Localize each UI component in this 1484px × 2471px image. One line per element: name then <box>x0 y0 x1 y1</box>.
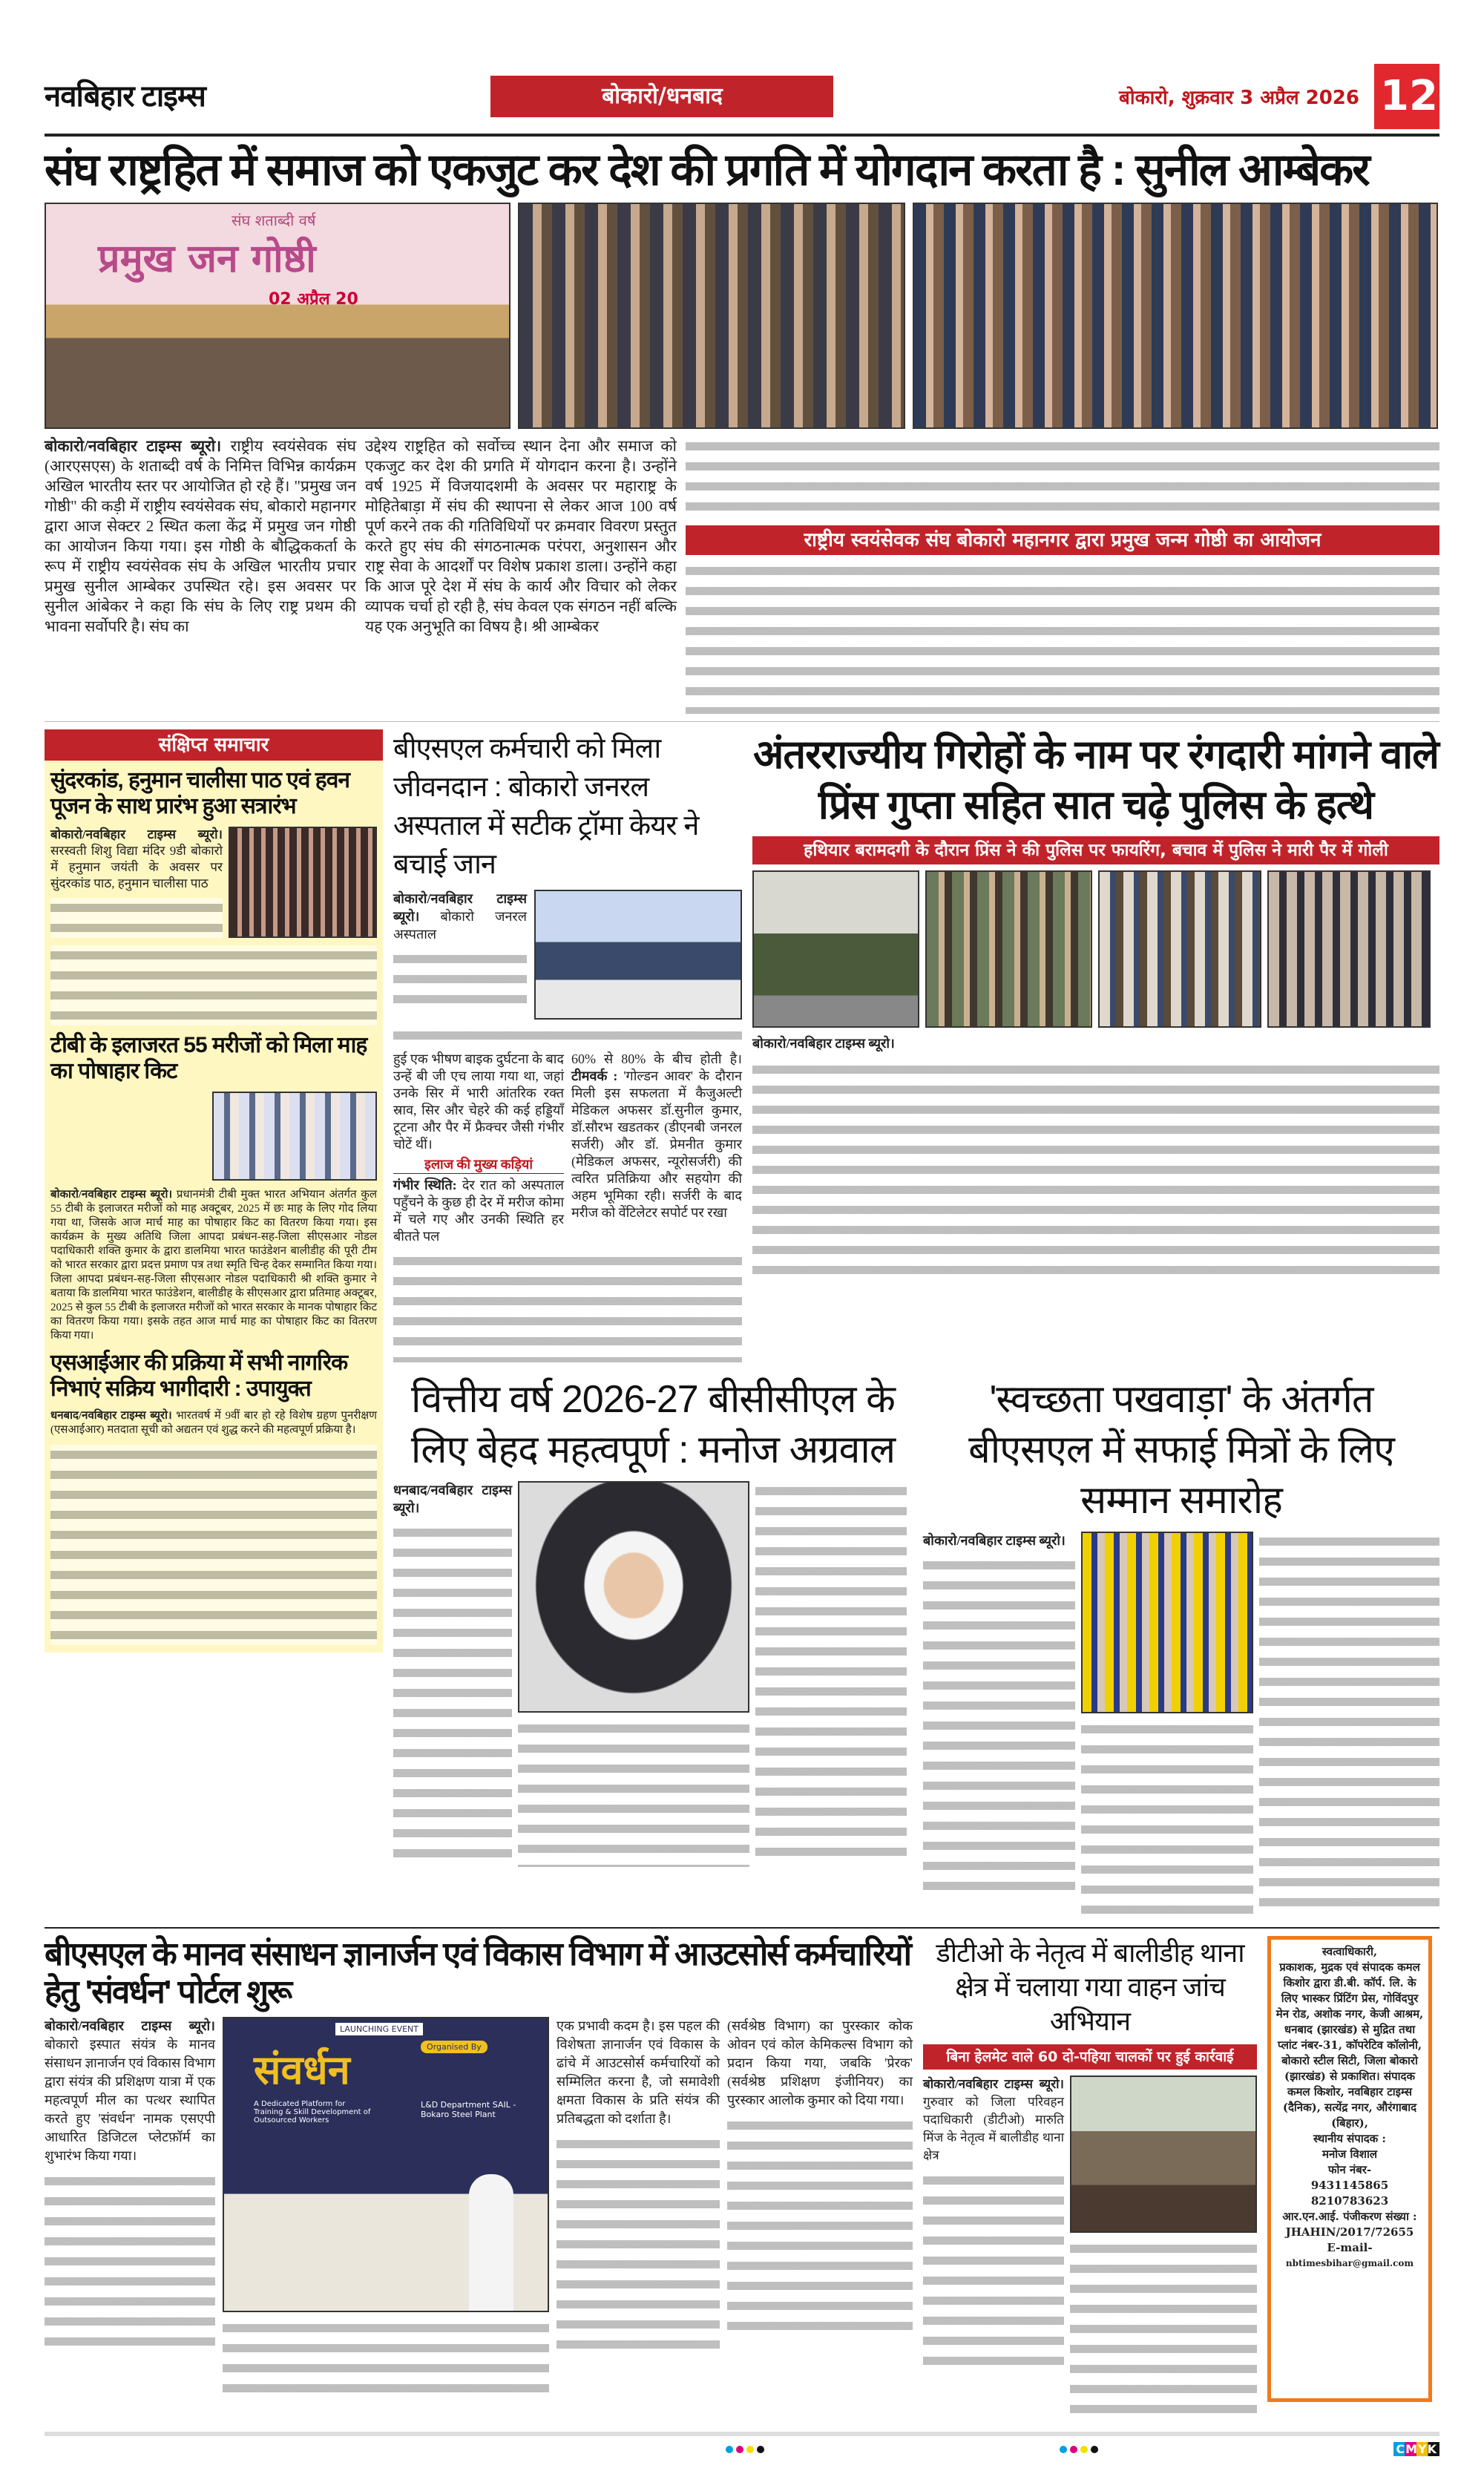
bsl-label-critical: गंभीर स्थिति: <box>393 1178 457 1192</box>
sanvardhan-col-1-text: बोकारो इस्पात संयंत्र के मानव संसाधन ज्ञानार्जन एवं विकास विभाग द्वारा संयंत्र की प्रशिक्षण यात्रा में एक महत्वपूर्ण मील का पत्थर स्थापित करते हुए 'संवर्धन' नामक एसएपी आधारित डिजिटल प्लेटफ़ॉर्म का शुभारंभ किया गया। <box>45 2037 215 2164</box>
footer <box>45 2432 1439 2471</box>
middle-section <box>45 721 1439 1920</box>
finance-headline: वित्तीय वर्ष 2026-27 बीसीसीएल के लिए बेहद महत्वपूर्ण : मनोज अग्रवाल <box>410 1378 896 1471</box>
photo-dept: L&D Department SAIL - Bokaro Steel Plant <box>421 2100 516 2120</box>
brief-3-byline: धनबाद/नवबिहार टाइम्स ब्यूरो। <box>50 1410 172 1422</box>
bsl-story <box>393 729 742 1362</box>
lead-byline: बोकारो/नवबिहार टाइम्स ब्यूरो। <box>45 437 222 455</box>
brief-3-title: एसआईआर की प्रक्रिया में सभी नागरिक निभाएं सक्रिय भागीदारी : उपायुक्त <box>50 1351 348 1401</box>
brief-2-text: प्रधानमंत्री टीबी मुक्त भारत अभियान अंतर्गत कुल 55 टीबी के इलाजरत मरीजों को माह अक्टूबर, 2025 में छः माह के लिए गोद लिया गया था, जिसके आज मार्च माह का पोषाहार किट का वितरण किया गया। इस कार्यक्रम के मुख्य अतिथि जिला आपदा प्रबंधन-सह-जिला सीएसआर नोडल पदाधिकारी शक्ति कुमार के द्वारा डालमिया भारत फाउंडेशन बालीडीह की पूरी टीम को भारत सरकार द्वारा प्रदत्त प्रमाण पत्र तथा स्मृति चिन्ह देकर सम्मानित किया गया। जिला आपदा प्रबंधन-सह-जिला सीएसआर नोडल पदाधिकारी श्री शक्ति कुमार ने बताया कि डालमिया भारत फाउंडेशन, बालीडीह के सीएसआर द्वारा प्रतिमाह अक्टूबर, 2025 से कुल 55 टीबी के इलाजरत मरीजों को भारत सरकार के मानक पोषाहार किट का वितरण किया गया। इसके तहत आज मार्च माह का पोषाहार किट का वितरण किया गया। <box>50 1189 378 1342</box>
section-label: बोकारो/धनबाद <box>490 76 833 117</box>
lead-photo-crowd <box>913 203 1438 429</box>
photo-organised-by: Organised By <box>421 2041 487 2053</box>
imprint-phone-1: 9431145865 <box>1310 2179 1389 2192</box>
paper-name: नवबिहार टाइम्स <box>45 80 206 113</box>
bsl-byline: बोकारो/नवबिहार टाइम्स ब्यूरो। <box>393 891 527 924</box>
gang-photo-2 <box>925 870 1092 1028</box>
brief-3-text: भारतवर्ष में 9वीं बार हो रहे विशेष ग्रहण पुनरीक्षण (एसआईआर) मतदाता सूची को अद्यतन एवं शुद्ध करने की महत्वपूर्ण प्रक्रिया है। <box>50 1410 377 1436</box>
gang-band: हथियार बरामदगी के दौरान प्रिंस ने की पुलिस पर फायरिंग, बचाव में पुलिस ने मारी पैर में गोली <box>752 836 1439 864</box>
bsl-text-lines-c <box>393 1251 742 1362</box>
sanvardhan-text-lines-4 <box>727 2116 913 2338</box>
photo-title: संवर्धन <box>254 2047 350 2094</box>
imprint-publisher: प्रकाशक, मुद्रक एवं संपादक कमल किशोर द्वारा डी.बी. कॉर्प. लि. के लिए भास्कर प्रिंटिंग प्रेस, गोविंदपुर मेन रोड, अशोक नगर, केजी आश्रम, धनबाद (झारखंड) से मुद्रित तथा प्लांट नंबर-31, कॉपरेटिव कॉलोनी, बोकारो स्टील सिटी, जिला बोकारो (झारखंड) से प्रकाशित। संपादक कमल किशोर, नवबिहार टाइम्स (दैनिक), सत्येंद्र नगर, औरंगाबाद (बिहार), <box>1275 1960 1424 2130</box>
finance-text-col1 <box>393 1523 512 1864</box>
lead-text-upper <box>686 436 1439 519</box>
sanvardhan-story <box>45 1936 913 2400</box>
imprint-owner: स्वत्वाधिकारी, <box>1322 1945 1378 1958</box>
briefs-box <box>45 729 383 1653</box>
swachh-text-col2 <box>1081 1719 1253 1920</box>
dto-byline: बोकारो/नवबिहार टाइम्स ब्यूरो। <box>923 2077 1064 2091</box>
imprint-box <box>1267 1936 1432 2402</box>
banner-date-text: 02 अप्रैल 20 <box>269 290 358 309</box>
dto-photo <box>1070 2075 1257 2233</box>
finance-text-bottom <box>518 1719 749 1867</box>
photo-speaker <box>469 2174 513 2312</box>
bsl-label-teamwork: टीमवर्क : <box>571 1069 618 1083</box>
gang-photo-4 <box>1267 870 1431 1028</box>
lead-text-mid <box>686 561 1439 714</box>
bsl-col-2 <box>571 1051 742 1221</box>
bsl-col-2-text: 60% से 80% के बीच होती है। <box>571 1051 742 1066</box>
page-number: 12 <box>1374 64 1439 129</box>
bsl-col-2b-text: 'गोल्डन आवर' के दौरान मिली इस सफलता में कैजुअल्टी मेडिकल अफसर डॉ.सुनील कुमार, डॉ.सौरभ खडतकर (डीएनबी जनरल सर्जरी) और डॉ. प्रेमनीत कुमार (मेडिकल अफसर, न्यूरोसर्जरी) की त्वरित प्रतिक्रिया और सहयोग की अहम भूमिका रही। सर्जरी के बाद मरीज को वेंटिलेटर सपोर्ट पर रखा <box>571 1069 743 1220</box>
brief-1-title: सुंदरकांड, हनुमान चालीसा पाठ एवं हवन पूजन के साथ प्रारंभ हुआ सत्रारंभ <box>50 768 350 818</box>
sanvardhan-col-1 <box>45 2017 215 2165</box>
cmyk-mark: CMYK <box>1393 2442 1439 2456</box>
brief-1-byline: बोकारो/नवबिहार टाइम्स ब्यूरो। <box>50 827 223 841</box>
section-divider <box>45 1927 1439 1929</box>
gang-story <box>752 729 1439 1282</box>
bsl-col-1-text: हुई एक भीषण बाइक दुर्घटना के बाद उन्हें बी जी एच लाया गया था, जहां उनके सिर में भारी आंतरिक रक्त स्राव, सिर और चेहरे की कई हड्डियाँ टूटना और पैर में फ्रैक्चर जैसी गंभीर चोटें थीं। <box>393 1051 564 1152</box>
gang-photo-3 <box>1098 870 1261 1028</box>
brief-1-photo <box>229 827 377 938</box>
gang-headline: अंतरराज्यीय गिरोहों के नाम पर रंगदारी मांगने वाले प्रिंस गुप्ता सहित सात चढ़े पुलिस के हत्थे <box>753 732 1439 827</box>
banner-main-text: प्रमुख जन गोष्ठी <box>98 237 316 281</box>
imprint-local-editor-label: स्थानीय संपादक : <box>1313 2132 1386 2145</box>
brief-3-body <box>50 1409 377 1437</box>
imprint-email: nbtimesbihar@gmail.com <box>1285 2258 1414 2268</box>
bottom-section <box>45 1936 1439 2424</box>
lead-col-1-text: राष्ट्रीय स्वयंसेवक संघ (आरएसएस) के शताब्दी वर्ष के निमित्त विभिन्न कार्यक्रम अखिल भारतीय स्तर पर आयोजित हो रहे हैं। "प्रमुख जन गोष्ठी" की कड़ी में राष्ट्रीय स्वयंसेवक संघ, बोकारो महानगर द्वारा आज सेक्टर 2 स्थित कला केंद्र में प्रमुख जन गोष्ठी का आयोजन किया गया। इस गोष्ठी के बौद्धिककर्ता के रूप में राष्ट्रीय स्वयंसेवक संघ के अखिल भारतीय प्रचार प्रमुख सुनील आम्बेकर उपस्थित रहे। इस अवसर पर सुनील आंबेकर ने कहा कि संघ के लिए राष्ट्र प्रथम की भावना सर्वोपरि है। संघ का <box>45 437 357 635</box>
sanvardhan-text-lines-1 <box>45 2171 215 2357</box>
gang-photo-1 <box>752 870 919 1028</box>
registration-marks-right <box>1060 2446 1098 2453</box>
swachh-photo <box>1081 1532 1253 1713</box>
brief-2-body <box>50 1188 377 1343</box>
imprint-phone-label: फोन नंबर- <box>1327 2163 1372 2176</box>
bsl-photo <box>534 890 742 1020</box>
gang-byline: बोकारो/नवबिहार टाइम्स ब्यूरो। <box>752 1036 895 1051</box>
bsl-headline: बीएसएल कर्मचारी को मिला जीवनदान : बोकारो जनरल अस्पताल में सटीक ट्रॉमा केयर ने बचाई जान <box>393 733 699 880</box>
swachh-text-col1 <box>923 1555 1075 1897</box>
gang-text-lines <box>752 1060 1439 1282</box>
bsl-col-1 <box>393 1051 564 1245</box>
briefs-header: संक्षिप्त समाचार <box>45 729 383 761</box>
sanvardhan-col-4: (सर्वश्रेष्ठ विभाग) का पुरस्कार कोक ओवन एवं कोल केमिकल्स विभाग को प्रदान किया गया, जबकि 'प्रेरक' (सर्वश्रेष्ठ प्रशिक्षण इंजीनियर) का पुरस्कार आलोक कुमार को दिया गया। <box>727 2018 913 2108</box>
finance-byline: धनबाद/नवबिहार टाइम्स ब्यूरो। <box>393 1483 512 1515</box>
photo-launch-label: LAUNCHING EVENT <box>335 2023 423 2035</box>
sanvardhan-photo <box>223 2017 549 2312</box>
sanvardhan-col-3: एक प्रभावी कदम है। इस पहल की विशेषता ज्ञानार्जन एवं विकास के ढांचे में आउटसोर्स कर्मचारियों को सम्मिलित करना है, जो समावेशी क्षमता विकास के प्रति संयंत्र की प्रतिबद्धता को दर्शाता है। <box>556 2018 720 2127</box>
lead-subhead-band: राष्ट्रीय स्वयंसेवक संघ बोकारो महानगर द्वारा प्रमुख जन्म गोष्ठी का आयोजन <box>686 525 1439 555</box>
swachh-headline: 'स्वच्छता पखवाड़ा' के अंतर्गत बीएसएल में सफाई मित्रों के लिए सम्मान समारोह <box>968 1378 1394 1522</box>
lead-photos <box>45 203 1439 429</box>
swachh-story <box>923 1374 1439 1920</box>
brief-1-text-lines-b <box>50 945 377 1026</box>
dto-col-1 <box>923 2075 1064 2165</box>
bsl-text-lines <box>393 949 527 1008</box>
swachh-text-col3 <box>1259 1532 1439 1917</box>
dto-headline: डीटीओ के नेतृत्व में बालीडीह थाना क्षेत्र में चलाया गया वाहन जांच अभियान <box>936 1937 1244 2036</box>
imprint-phone-2: 8210783623 <box>1310 2194 1389 2208</box>
brief-2-photo <box>212 1092 377 1181</box>
lead-col-2: उद्देश्य राष्ट्रहित को सर्वोच्च स्थान देना और समाज को एकजुट कर देश की प्रगति में योगदान करना है। उन्होंने वर्ष 1925 में विजयादशमी के अवसर पर महाराष्ट्र के मोहितेबाड़ा में संघ की स्थापना से लेकर आज 100 वर्ष पूर्ण करने तक की गतिविधियों पर क्रमवार विवरण प्रस्तुत करते हुए संघ की संगठनात्मक परंपरा, अनुशासन और राष्ट्र सेवा के आदर्शों पर विशेष प्रकाश डाला। उन्होंने कहा कि आज पूरे देश में संघ के कार्य और विचार को लेकर व्यापक चर्चा हो रही है, संघ केवल एक संगठन नहीं बल्कि यह एक अनुभूति का विषय है। श्री आम्बेकर <box>365 437 677 635</box>
brief-1-text-lines <box>50 898 223 938</box>
lead-col-1 <box>45 436 356 637</box>
imprint-email-label: E-mail- <box>1327 2241 1373 2254</box>
imprint-local-editor: मनोज विशाल <box>1322 2147 1377 2161</box>
imprint-rni-number: JHAHIN/2017/72655 <box>1285 2225 1414 2239</box>
bsl-subhead: इलाज की मुख्य कड़ियां <box>393 1156 564 1174</box>
lead-photo-banner <box>45 203 510 429</box>
bsl-intro <box>393 890 527 943</box>
lead-text-row <box>45 436 1439 714</box>
bsl-col-1b-text: देर रात को अस्पताल पहुँचने के कुछ ही देर में मरीज कोमा में चले गए और उनकी स्थिति हर बीतते पल <box>393 1178 564 1244</box>
brief-3-text-lines <box>50 1445 377 1645</box>
finance-story <box>393 1374 913 1867</box>
brief-1-text: सरस्वती शिशु विद्या मंदिर 9डी बोकारो में हनुमान जयंती के अवसर पर सुंदरकांड पाठ, हनुमान चालीसा पाठ <box>50 844 223 890</box>
finance-text-col3 <box>755 1481 907 1867</box>
masthead <box>45 64 1439 137</box>
swachh-byline: बोकारो/नवबिहार टाइम्स ब्यूरो। <box>923 1533 1066 1548</box>
dto-story <box>923 1936 1257 2424</box>
photo-subtitle: A Dedicated Platform for Training & Skill Development of Outsourced Workers <box>254 2100 371 2125</box>
sanvardhan-text-lines-3 <box>556 2134 720 2357</box>
issue-date: बोकारो, शुक्रवार 3 अप्रैल 2026 <box>1119 87 1359 109</box>
registration-marks-left <box>726 2446 764 2453</box>
lead-headline: संघ राष्ट्रहित में समाज को एकजुट कर देश की प्रगति में योगदान करता है : सुनील आम्बेकर <box>45 145 1369 194</box>
imprint-rni-label: आर.एन.आई. पंजीकरण संख्या : <box>1282 2210 1417 2223</box>
dto-text-lines-2 <box>1070 2239 1257 2424</box>
dto-text: गुरुवार को जिला परिवहन पदाधिकारी (डीटीओ) मारुति मिंज के नेतृत्व में बालीडीह थाना क्षेत्र <box>923 2095 1064 2162</box>
lead-photo-audience <box>518 203 905 429</box>
newspaper-page <box>45 0 1439 2471</box>
dto-text-lines-1 <box>923 2170 1064 2371</box>
bsl-intro-text: बोकारो जनरल अस्पताल <box>393 909 527 942</box>
brief-2-byline: बोकारो/नवबिहार टाइम्स ब्यूरो। <box>50 1189 173 1201</box>
brief-1-body <box>50 827 223 892</box>
bsl-text-lines-b <box>393 1026 742 1045</box>
sanvardhan-headline: बीएसएल के मानव संसाधन ज्ञानार्जन एवं विकास विभाग में आउटसोर्स कर्मचारियों हेतु 'संवर्धन' पोर्टल शुरू <box>45 1936 910 2010</box>
banner-top-text: संघ शताब्दी वर्ष <box>232 211 316 229</box>
sanvardhan-byline: बोकारो/नवबिहार टाइम्स ब्यूरो। <box>45 2018 215 2034</box>
finance-photo-portrait <box>518 1481 749 1713</box>
dto-band: बिना हेलमेट वाले 60 दो-पहिया चालकों पर हुई कार्रवाई <box>923 2044 1257 2070</box>
brief-2-title: टीबी के इलाजरत 55 मरीजों को मिला माह का पोषाहार किट <box>50 1033 367 1083</box>
